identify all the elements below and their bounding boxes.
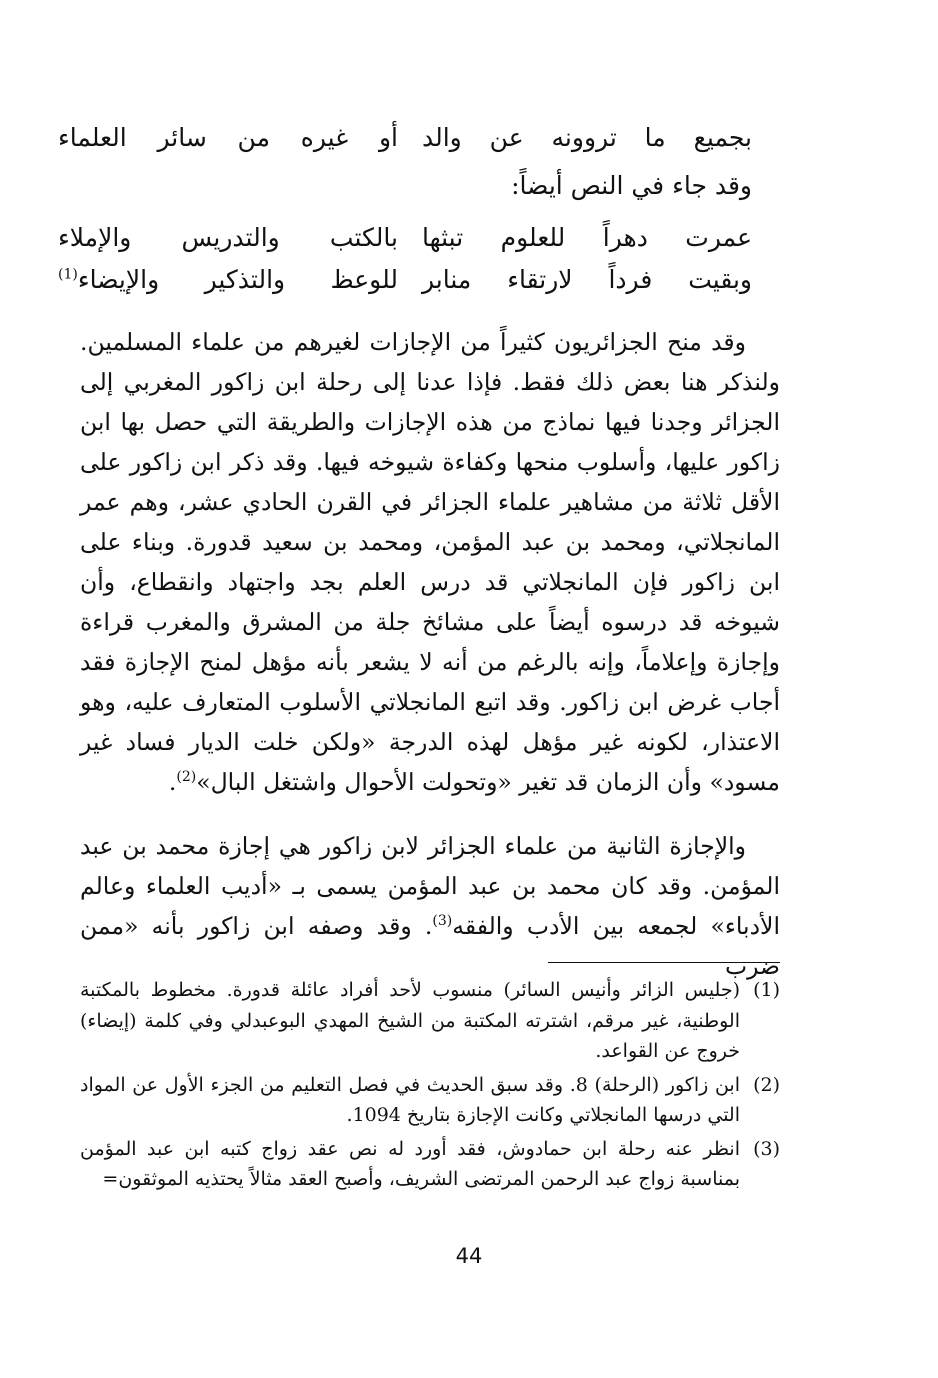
footnote-separator <box>548 962 780 963</box>
paragraph-1-text: وقد منح الجزائريون كثيراً من الإجازات لغيرهم من علماء المسلمين. ولنذكر هنا بعض ذلك فقط. فإذا عدنا إلى رحلة ابن زاكور المغربي إلى الجزائر وجدنا فيها نماذج من هذه الإجازات والطريقة التي حصل بها ابن زاكور عليها، وأسلوب منحها وكفاءة شيوخه فيها. وقد ذكر ابن زاكور على الأقل ثلاثة من مشاهير علماء الجزائر في القرن الحادي عشر، وهم عمر المانجلاتي، ومحمد بن عبد المؤمن، ومحمد بن سعيد قدورة. وبناء على ابن زاكور فإن المانجلاتي قد درس العلم بجد واجتهاد وانقطاع، وأن شيوخه قد درسوه أيضاً على مشائخ جلة من المشرق والمغرب قراءة وإجازة وإعلاماً، وإنه بالرغم من أنه لا يشعر بأنه مؤهل لمنح الإجازة فقد أجاب غرض ابن زاكور. وقد اتبع المانجلاتي الأسلوب المتعارف عليه، وهو الاعتذار، لكونه غير مؤهل لهذه الدرجة «ولكن خلت الديار فساد غير مسود» وأن الزمان قد تغير «وتحولت الأحوال واشتغل البال» <box>80 328 780 796</box>
footnote-ref-3: (3) <box>432 913 453 930</box>
footnote-3-text: انظر عنه رحلة ابن حمادوش، فقد أورد له نص عقد زواج كتبه ابن عبد المؤمن بمناسبة زواج عبد الرحمن المرتضى الشريف، وأصبح العقد مثالاً يحتذيه الموثقون= <box>80 1137 740 1190</box>
footnote-1-number: (1) <box>753 979 780 1001</box>
paragraph-1-body <box>80 322 780 802</box>
page-number: 44 <box>455 1244 483 1268</box>
footnote-3-number: (3) <box>753 1137 780 1160</box>
footnote-2-number: (2) <box>753 1073 780 1096</box>
verse-3-first-hemistich: وبقيت فرداً لارتقاء منابر <box>422 265 752 294</box>
footnote-ref-2: (2) <box>176 769 197 786</box>
footnotes <box>80 975 780 1198</box>
verse-3-second-hemistich <box>58 264 398 296</box>
verse-1-second-hemistich: أو غيره من سائر العلماء <box>58 123 398 152</box>
paragraph-2-text-b: . وقد وصفه ابن زاكور بأنه «ممن ضرب <box>80 912 780 980</box>
footnote-1 <box>80 975 780 1067</box>
footnote-2 <box>80 1070 780 1131</box>
poem-intro-line: وقد جاء في النص أيضاً: <box>511 171 752 200</box>
paragraph-1 <box>80 322 780 802</box>
verse-3-second-text: للوعظ والتذكير والإيضاء <box>77 265 398 294</box>
footnote-1-text: (جليس الزائر وأنيس السائر) منسوب لأحد أفراد عائلة قدورة. مخطوط بالمكتبة الوطنية، غير مرقم، اشترته المكتبة من الشيخ المهدي البوعبدلي وفي كلمة (إيضاء) خروج عن القواعد. <box>80 979 740 1062</box>
poem-verse-1 <box>0 122 938 154</box>
footnote-2-text: ابن زاكور (الرحلة) 8. وقد سبق الحديث في فصل التعليم من الجزء الأول عن المواد التي درسها المانجلاتي وكانت الإجازة بتاريخ 1094. <box>80 1073 740 1126</box>
verse-2-first-hemistich: عمرت دهراً للعلوم تبثها <box>422 223 752 252</box>
footnote-ref-1: (1) <box>58 266 78 283</box>
verse-2-second-hemistich: بالكتب والتدريس والإملاء <box>58 223 398 252</box>
paragraph-2-text-a: والإجازة الثانية من علماء الجزائر لابن زاكور هي إجازة محمد بن عبد المؤمن. وقد كان محمد بن عبد المؤمن يسمى بـ «أديب العلماء وعالم الأدباء» لجمعه بين الأدب والفقه <box>80 832 780 940</box>
footnote-3 <box>80 1134 780 1195</box>
paragraph-1-end: . <box>168 768 177 796</box>
poem-verse-2 <box>0 222 938 254</box>
poem-verse-3 <box>0 264 938 296</box>
verse-1-first-hemistich: بجميع ما تروونه عن والد <box>422 123 752 152</box>
